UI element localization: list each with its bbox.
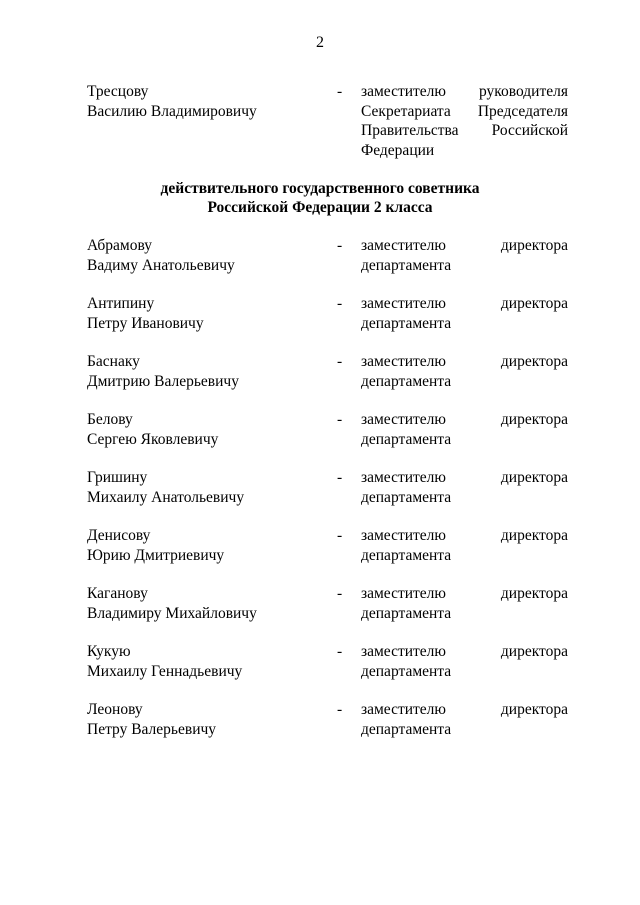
heading-line: Российской Федерации 2 класса <box>207 199 433 216</box>
entry-dash: - <box>337 295 343 312</box>
person-surname: Абрамову <box>87 237 153 254</box>
position-line: заместителю директора <box>361 643 568 660</box>
person-name <box>87 700 216 739</box>
position-text <box>361 584 568 623</box>
person-given-name: Сергею Яковлевичу <box>87 430 219 448</box>
person-name <box>87 642 242 681</box>
entry-dash: - <box>337 585 343 602</box>
person-surname: Леонову <box>87 701 143 718</box>
person-name <box>87 584 257 623</box>
person-surname: Баснаку <box>87 353 140 370</box>
entry-dash: - <box>337 469 343 486</box>
position-text <box>361 82 568 160</box>
person-name <box>87 410 218 449</box>
person-given-name: Вадиму Анатольевичу <box>87 256 235 274</box>
section-heading <box>0 179 640 217</box>
position-line: заместителю директора <box>361 353 568 370</box>
position-text <box>361 642 568 681</box>
position-text <box>361 236 568 275</box>
position-line: заместителю директора <box>361 527 568 544</box>
entry-dash: - <box>337 643 343 660</box>
position-text <box>361 352 568 391</box>
person-surname: Антипину <box>87 295 155 312</box>
person-surname: Тресцову <box>87 83 149 100</box>
person-given-name: Дмитрию Валерьевичу <box>87 372 239 390</box>
position-line: департамента <box>361 314 452 332</box>
position-line: заместителю директора <box>361 469 568 486</box>
position-line: департамента <box>361 372 452 390</box>
heading-line: действительного государственного советника <box>160 180 480 197</box>
person-given-name: Владимиру Михайловичу <box>87 604 257 622</box>
position-line: Секретариата Председателя <box>361 102 568 120</box>
position-line: заместителю руководителя <box>361 83 568 100</box>
position-line: департамента <box>361 256 452 274</box>
person-given-name: Юрию Дмитриевичу <box>87 546 225 564</box>
entry-dash: - <box>337 527 343 544</box>
person-surname: Каганову <box>87 585 148 602</box>
entry-dash: - <box>337 83 343 100</box>
position-line: департамента <box>361 430 452 448</box>
person-surname: Денисову <box>87 527 151 544</box>
position-line: департамента <box>361 488 452 506</box>
person-surname: Кукую <box>87 643 131 660</box>
person-name <box>87 82 257 121</box>
position-line: заместителю директора <box>361 237 568 254</box>
position-line: департамента <box>361 546 452 564</box>
person-given-name: Василию Владимировичу <box>87 102 257 120</box>
position-text <box>361 294 568 333</box>
position-line: Федерации <box>361 141 435 159</box>
position-line: Правительства Российской <box>361 122 568 139</box>
entry-dash: - <box>337 701 343 718</box>
entry-dash: - <box>337 353 343 370</box>
person-name <box>87 236 235 275</box>
entry-dash: - <box>337 411 343 428</box>
person-name <box>87 468 244 507</box>
person-surname: Белову <box>87 411 133 428</box>
position-line: департамента <box>361 720 452 738</box>
person-name <box>87 526 224 565</box>
page-number: 2 <box>316 34 324 51</box>
person-given-name: Михаилу Геннадьевичу <box>87 662 243 680</box>
position-line: заместителю директора <box>361 585 568 602</box>
person-name <box>87 352 239 391</box>
entry-dash: - <box>337 237 343 254</box>
person-given-name: Петру Валерьевичу <box>87 720 217 738</box>
position-line: заместителю директора <box>361 295 568 312</box>
position-text <box>361 468 568 507</box>
position-line: заместителю директора <box>361 411 568 428</box>
position-text <box>361 410 568 449</box>
position-line: департамента <box>361 604 452 622</box>
person-name <box>87 294 204 333</box>
person-surname: Гришину <box>87 469 148 486</box>
position-line: заместителю директора <box>361 701 568 718</box>
person-given-name: Михаилу Анатольевичу <box>87 488 245 506</box>
position-text <box>361 526 568 565</box>
position-text <box>361 700 568 739</box>
position-line: департамента <box>361 662 452 680</box>
person-given-name: Петру Ивановичу <box>87 314 204 332</box>
